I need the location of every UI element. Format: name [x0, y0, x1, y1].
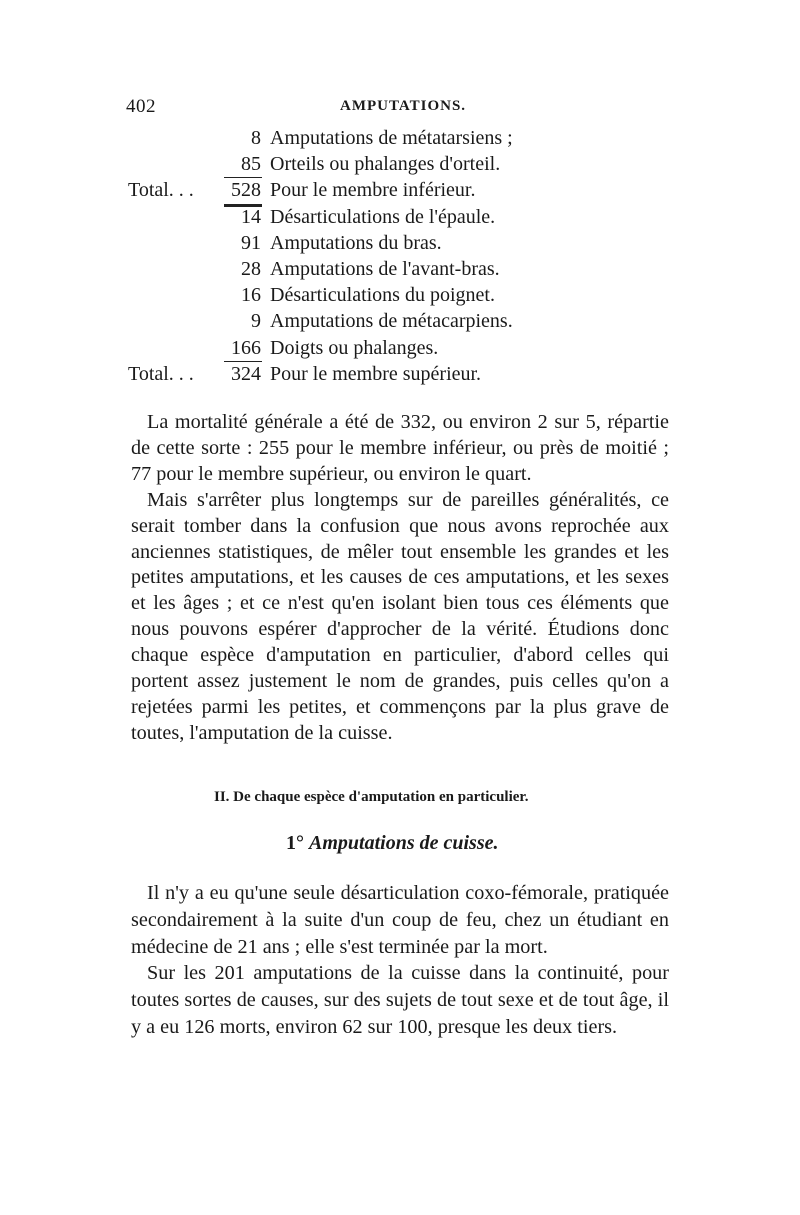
stat-count: 166 [231, 336, 261, 359]
page-header [126, 96, 672, 120]
stat-row [128, 256, 688, 282]
stat-row [128, 151, 688, 177]
stat-count: 8 [251, 127, 261, 149]
paragraph: Il n'y a eu qu'une seule désarticulation coxo-fémorale, pratiquée secondairement à la suite d'un coup de feu, chez un étudiant en médecine de 21 ans ; elle s'est terminée par la mort. [131, 882, 669, 958]
paragraph: Mais s'arrêter plus longtemps sur de pareilles généralités, ce serait tomber dans la confusion que nous avons reprochée aux anciennes statistiques, de mêler tout ensemble les grandes et les petites amputations, et les causes de ces amputations, et les sexes et les âges ; et ce n'est qu'en isolant bien tous ces éléments que nous pouvons espérer d'approcher de la vérité. Étudions donc chaque espèce d'amputation en particulier, d'abord celles qui portent assez justement le nom de grandes, puis celles qu'on a rejetées parmi les petites, et commençons par la plus grave de toutes, l'amputation de la cuisse. [131, 488, 669, 744]
stat-label: Désarticulations du poignet. [270, 284, 495, 307]
total-count: 528 [231, 179, 261, 202]
stat-label: Désarticulations de l'épaule. [270, 205, 496, 228]
body-text [131, 410, 669, 747]
total-row-upper [128, 361, 688, 387]
stat-row [128, 230, 688, 256]
total-description: Pour le membre inférieur. [270, 179, 476, 202]
stat-label: Doigts ou phalanges. [270, 336, 439, 359]
stat-count: 28 [241, 257, 261, 280]
stat-row [128, 204, 688, 230]
stat-row [128, 282, 688, 308]
stat-count: 9 [251, 310, 261, 333]
stat-count: 16 [241, 284, 261, 307]
stat-count: 91 [241, 231, 261, 254]
paragraph: Sur les 201 amputations de la cuisse dans la continuité, pour toutes sortes de causes, sur des sujets de tout sexe et de tout âge, il y a eu 126 morts, environ 62 sur 100, presque les deux tiers. [131, 962, 669, 1038]
stat-label: Amputations de métatarsiens ; [270, 127, 513, 149]
amputation-statistics [128, 125, 688, 387]
stat-count: 85 [241, 153, 261, 176]
total-row-lower [128, 177, 688, 203]
page-number: 402 [126, 96, 156, 117]
total-count: 324 [231, 362, 261, 385]
stat-label: Amputations du bras. [270, 231, 442, 254]
stat-label: Orteils ou phalanges d'orteil. [270, 153, 501, 176]
stat-row [128, 125, 688, 151]
subsection-title: Amputations de cuisse. [309, 832, 499, 854]
total-description: Pour le membre supérieur. [270, 362, 482, 385]
subsection-number: 1° [286, 832, 304, 854]
stat-label: Amputations de métacarpiens. [270, 310, 513, 333]
stat-row [128, 308, 688, 334]
subsection-heading [286, 832, 498, 855]
stat-count: 14 [241, 205, 261, 228]
section-heading: II. De chaque espèce d'amputation en particulier. [214, 789, 529, 805]
total-label: Total. . . [128, 362, 194, 385]
body-text-continued [131, 880, 669, 1041]
stat-label: Amputations de l'avant-bras. [270, 257, 500, 280]
total-label: Total. . . [128, 179, 194, 202]
stat-row [128, 335, 688, 361]
paragraph: La mortalité générale a été de 332, ou environ 2 sur 5, répartie de cette sorte : 255 pour le membre inférieur, ou près de moitié ; 77 pour le membre supérieur, ou environ le quart. [131, 411, 669, 485]
running-head: AMPUTATIONS. [340, 98, 467, 114]
